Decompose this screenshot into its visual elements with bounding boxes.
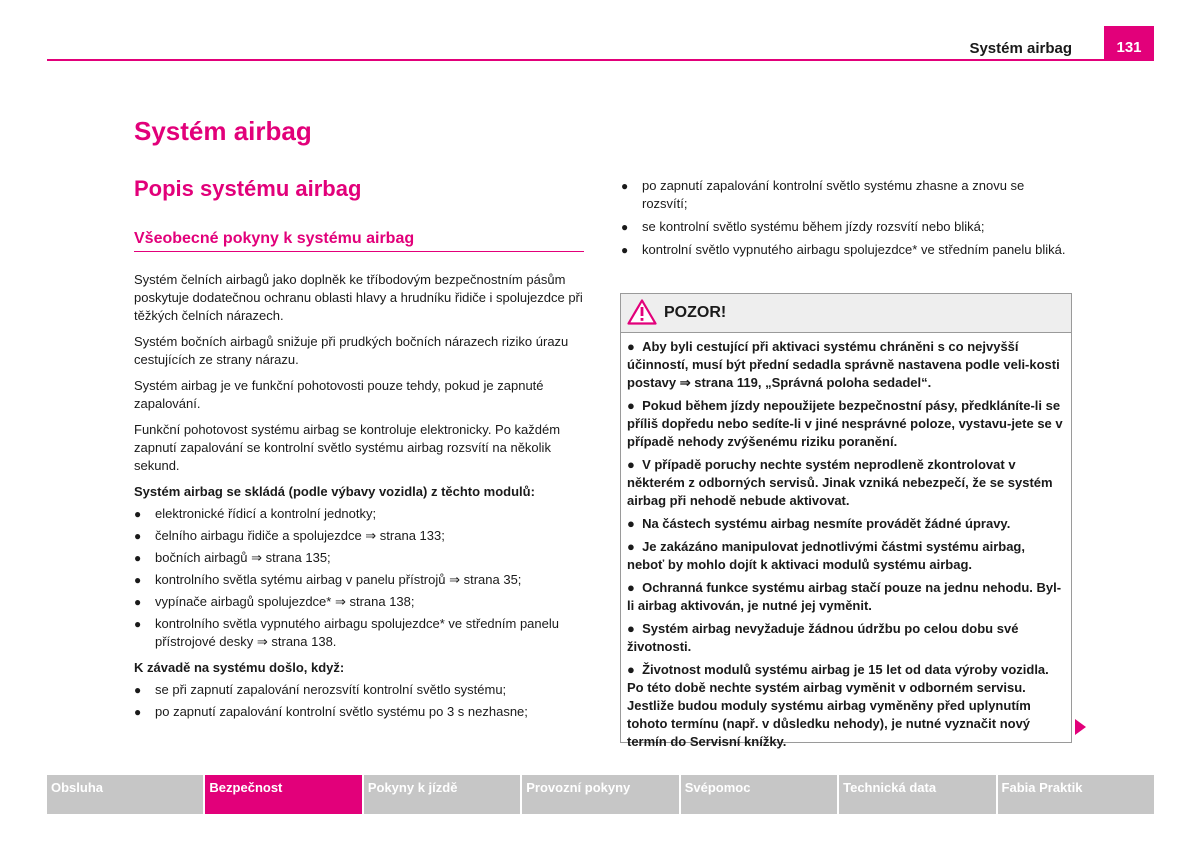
nav-tab-provozni-pokyny[interactable]: Provozní pokyny bbox=[522, 775, 678, 814]
bullet-icon: ● bbox=[134, 705, 142, 719]
warning-title: POZOR! bbox=[664, 304, 727, 321]
list-item: ● kontrolního světla vypnutého airbagu spolujezdce* ve středním panelu přístrojové desky ⇒ strana 138. bbox=[134, 616, 559, 649]
bullet-icon: ● bbox=[627, 457, 643, 472]
chapter-title: Systém airbag bbox=[134, 116, 312, 146]
faults-list bbox=[134, 681, 584, 721]
bullet-icon: ● bbox=[627, 398, 643, 413]
header-rule bbox=[47, 59, 1154, 61]
bullet-icon: ● bbox=[621, 243, 629, 257]
warning-item: ● Životnost modulů systému airbag je 15 let od data výroby vozidla. Po této době nechte systém airbag vyměnit v odborném servisu. Jestliže budou moduly systému airbag vyměněny před uplynutím tohoto termínu (např. v důsledku nehody), je nutné vyznačit nový termín do Servisní knížky. bbox=[627, 662, 1049, 749]
warning-item: ● Ochranná funkce systému airbag stačí pouze na jednu nehodu. Byl-li airbag aktivován, je nutné jej vyměnit. bbox=[627, 580, 1062, 613]
warning-item: ● V případě poruchy nechte systém neprodleně zkontrolovat v některém z odborných servisů. Jinak vzniká nebezpečí, že se systém airbag při nehodě nebude aktivovat. bbox=[627, 457, 1053, 508]
paragraph: Systém čelních airbagů jako doplněk ke tříbodovým bezpečnostním pásům poskytuje dodatečnou ochranu oblasti hlavy a hrudníku řidiče i spolujezdce při těžkých čelních nárazech. bbox=[134, 272, 583, 323]
list-item: ● vypínače airbagů spolujezdce* ⇒ strana 138; bbox=[134, 594, 415, 609]
list-item: ● bočních airbagů ⇒ strana 135; bbox=[134, 550, 331, 565]
bullet-icon: ● bbox=[134, 529, 142, 543]
right-column bbox=[621, 177, 1066, 263]
nav-tab-bezpecnost[interactable]: Bezpečnost bbox=[205, 775, 361, 814]
warning-body bbox=[621, 333, 1071, 751]
list-item: ● kontrolního světla sytému airbag v panelu přístrojů ⇒ strana 35; bbox=[134, 572, 522, 587]
page-number: 131 bbox=[1104, 26, 1154, 60]
bullet-icon: ● bbox=[134, 595, 142, 609]
paragraph: Funkční pohotovost systému airbag se kontroluje elektronicky. Po každém zapnutí zapalování se kontrolní světlo systému airbag rozsvítí na několik sekund. bbox=[134, 422, 561, 473]
warning-box bbox=[620, 293, 1072, 749]
chapter-nav bbox=[47, 775, 1154, 814]
nav-tab-technicka-data[interactable]: Technická data bbox=[839, 775, 995, 814]
bullet-icon: ● bbox=[627, 339, 643, 354]
list-item: ● elektronické řídicí a kontrolní jednotky; bbox=[134, 506, 377, 521]
bullet-icon: ● bbox=[627, 539, 643, 554]
paragraph: Systém bočních airbagů snižuje při prudkých bočních nárazech riziko úrazu cestujících ze strany nárazu. bbox=[134, 334, 569, 367]
left-column bbox=[134, 271, 584, 725]
list-item: ● se při zapnutí zapalování nerozsvítí kontrolní světlo systému; bbox=[134, 682, 507, 697]
next-page-arrow-icon[interactable] bbox=[1075, 719, 1086, 735]
nav-tab-svepomoc[interactable]: Svépomoc bbox=[681, 775, 837, 814]
nav-tab-pokyny-k-jizde[interactable]: Pokyny k jízdě bbox=[364, 775, 520, 814]
bullet-icon: ● bbox=[627, 516, 643, 531]
nav-tab-fabia-praktik[interactable]: Fabia Praktik bbox=[998, 775, 1154, 814]
bullet-icon: ● bbox=[621, 179, 629, 193]
bullet-icon: ● bbox=[134, 617, 142, 631]
warning-item: ● Na částech systému airbag nesmíte provádět žádné úpravy. bbox=[627, 516, 1011, 531]
bullet-icon: ● bbox=[134, 507, 142, 521]
list-item: ● se kontrolní světlo systému během jízdy rozsvítí nebo bliká; bbox=[621, 219, 985, 234]
warning-item: ● Pokud během jízdy nepoužijete bezpečnostní pásy, předkláníte-li se příliš dopředu nebo sedíte-li v jiné nesprávné poloze, vystavu-jete se v případě nehody zvýšenému riziku poranění. bbox=[627, 398, 1063, 449]
running-header: Systém airbag bbox=[969, 40, 1072, 57]
warning-item: ● Aby byli cestující při aktivaci systému chráněni s co nejvyšší účinností, musí být přední sedadla správně nastavena podle veli-kosti postavy ⇒ strana 119, „Správná poloha sedadel“. bbox=[627, 339, 1060, 390]
bullet-icon: ● bbox=[134, 683, 142, 697]
subsection-title: Všeobecné pokyny k systému airbag bbox=[134, 230, 584, 252]
bullet-icon: ● bbox=[134, 573, 142, 587]
warning-triangle-icon bbox=[627, 299, 657, 325]
warning-item: ● Je zakázáno manipulovat jednotlivými částmi systému airbag, neboť by mohlo dojít k aktivaci modulů systému airbag. bbox=[627, 539, 1025, 572]
bullet-icon: ● bbox=[621, 220, 629, 234]
fault-heading: K závadě na systému došlo, když: bbox=[134, 660, 345, 675]
bullet-icon: ● bbox=[134, 551, 142, 565]
bullet-icon: ● bbox=[627, 580, 643, 595]
section-title: Popis systému airbag bbox=[134, 176, 362, 201]
list-item: ● po zapnutí zapalování kontrolní světlo systému zhasne a znovu se rozsvítí; bbox=[621, 178, 1025, 211]
warning-item: ● Systém airbag nevyžaduje žádnou údržbu po celou dobu své životnosti. bbox=[627, 621, 1019, 654]
list-item: ● po zapnutí zapalování kontrolní světlo systému po 3 s nezhasne; bbox=[134, 704, 528, 719]
paragraph: Systém airbag je ve funkční pohotovosti pouze tehdy, pokud je zapnuté zapalování. bbox=[134, 378, 544, 411]
bullet-icon: ● bbox=[627, 662, 643, 677]
bullet-icon: ● bbox=[627, 621, 643, 636]
modules-list bbox=[134, 505, 584, 651]
modules-heading: Systém airbag se skládá (podle výbavy vozidla) z těchto modulů: bbox=[134, 484, 535, 499]
list-item: ● čelního airbagu řidiče a spolujezdce ⇒ strana 133; bbox=[134, 528, 445, 543]
list-item: ● kontrolní světlo vypnutého airbagu spolujezdce* ve středním panelu bliká. bbox=[621, 242, 1066, 257]
nav-tab-obsluha[interactable]: Obsluha bbox=[47, 775, 203, 814]
warning-header bbox=[621, 294, 1071, 333]
